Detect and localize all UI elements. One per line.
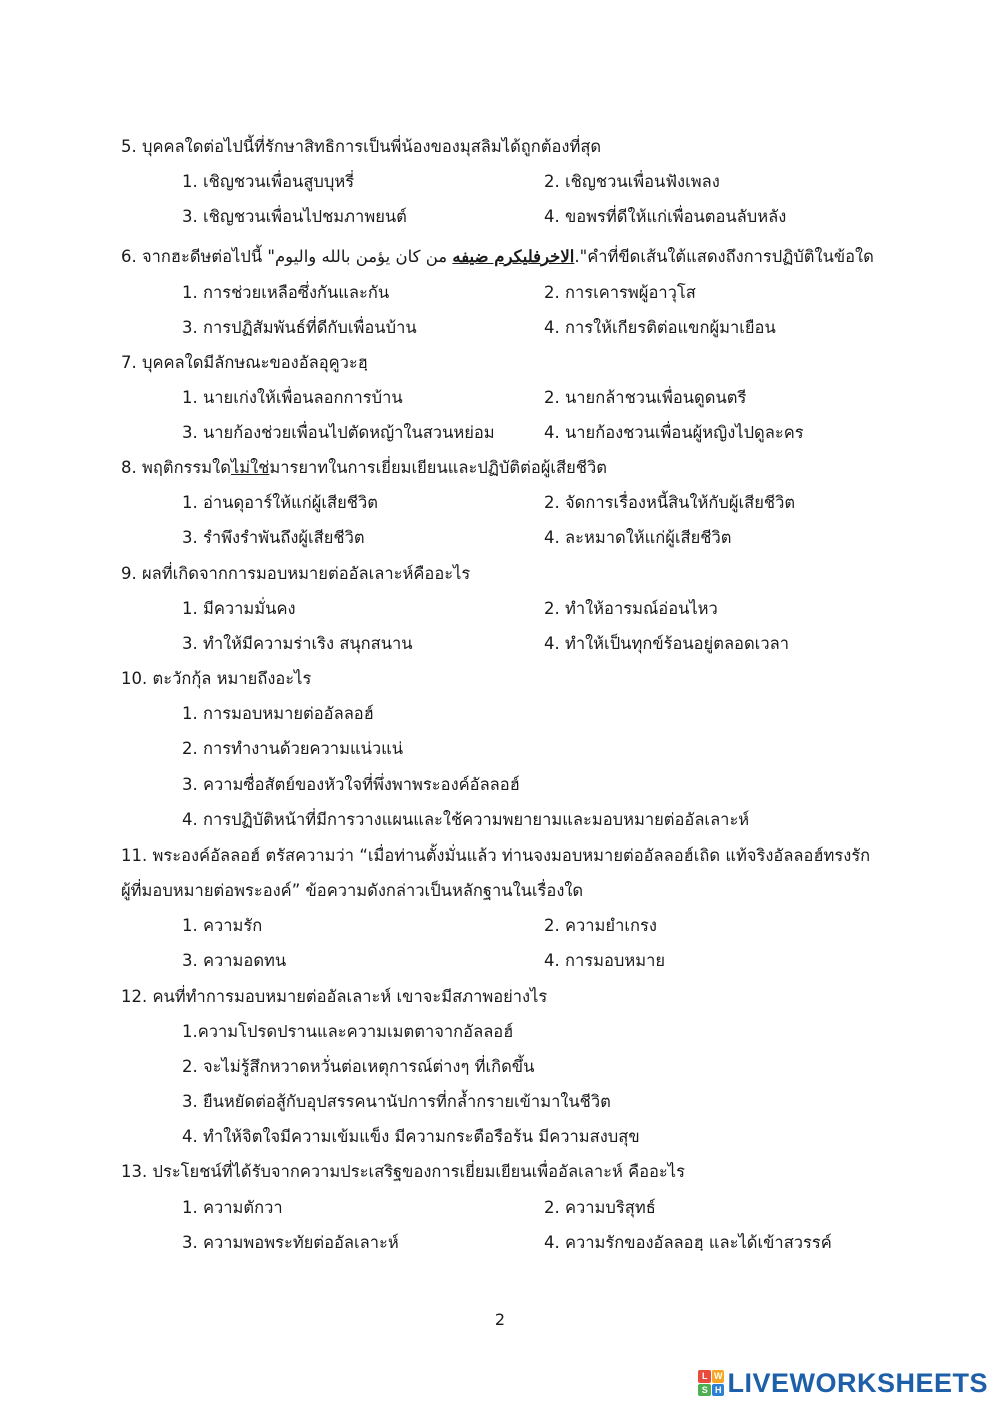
q6-option-4[interactable]: 4. การให้เกียรติต่อแขกผู้มาเยือน (544, 318, 776, 337)
q10-option-4[interactable]: 4. การปฏิบัติหน้าที่มีการวางแผนและใช้ความพยายามและมอบหมายต่ออัลเลาะห์ (182, 810, 750, 829)
question-6 (121, 245, 874, 269)
question-8 (121, 456, 607, 480)
q5-option-4[interactable]: 4. ขอพรที่ดีให้แก่เพื่อนตอนลับหลัง (544, 207, 787, 226)
q11-option-1[interactable]: 1. ความรัก (182, 916, 263, 935)
q5-option-1[interactable]: 1. เชิญชวนเพื่อนสูบบุหรี่ (182, 172, 355, 191)
q9-option-1[interactable]: 1. มีความมั่นคง (182, 599, 296, 618)
q12-option-2[interactable]: 2. จะไม่รู้สึกหวาดหวั่นต่อเหตุการณ์ต่างๆ ที่เกิดขึ้น (182, 1057, 535, 1076)
q10-option-3[interactable]: 3. ความซื่อสัตย์ของหัวใจที่พึ่งพาพระองค์อัลลอฮ์ (182, 775, 520, 794)
q9-option-4[interactable]: 4. ทำให้เป็นทุกข์ร้อนอยู่ตลอดเวลา (544, 634, 789, 653)
logo-letter-l: L (698, 1370, 711, 1383)
q12-option-4[interactable]: 4. ทำให้จิตใจมีความเข้มแข็ง มีความกระตือรือร้น มีความสงบสุข (182, 1127, 640, 1146)
q7-option-4[interactable]: 4. นายก้องชวนเพื่อนผู้หญิงไปดูละคร (544, 423, 804, 442)
logo-letter-s: S (698, 1384, 711, 1397)
q7-option-3[interactable]: 3. นายก้องช่วยเพื่อนไปตัดหญ้าในสวนหย่อม (182, 423, 495, 442)
q7-option-1[interactable]: 1. นายเก่งให้เพื่อนลอกการบ้าน (182, 388, 403, 407)
liveworksheets-brand[interactable] (698, 1368, 988, 1398)
brand-text: LIVEWORKSHEETS (727, 1367, 988, 1398)
q8-option-3[interactable]: 3. รำพึงรำพันถึงผู้เสียชีวิต (182, 528, 365, 547)
q10-option-2[interactable]: 2. การทำงานด้วยความแน่วแน่ (182, 739, 404, 758)
q8-option-2[interactable]: 2. จัดการเรื่องหนี้สินให้กับผู้เสียชีวิต (544, 493, 796, 512)
question-11-line-2: ผู้ที่มอบหมายต่อพระองค์” ข้อความดังกล่าวเป็นหลักฐานในเรื่องใด (121, 881, 584, 900)
question-9: 9. ผลที่เกิดจากการมอบหมายต่ออัลเลาะห์คืออะไร (121, 564, 471, 583)
q8-text-underline: ไม่ใช่ (230, 458, 270, 477)
q9-option-3[interactable]: 3. ทำให้มีความร่าเริง สนุกสนาน (182, 634, 413, 653)
q8-text-prefix: 8. พฤติกรรมใด (121, 458, 231, 477)
q13-option-3[interactable]: 3. ความพอพระทัยต่ออัลเลาะห์ (182, 1233, 399, 1252)
q6-option-2[interactable]: 2. การเคารพผู้อาวุโส (544, 283, 696, 302)
question-5: 5. บุคคลใดต่อไปนี้ที่รักษาสิทธิการเป็นพี่น้องของมุสลิมได้ถูกต้องที่สุด (121, 137, 602, 156)
q12-option-1[interactable]: 1.ความโปรดปรานและความเมตตาจากอัลลอฮ์ (182, 1022, 514, 1041)
q6-text-suffix: ."คำที่ขีดเส้นใต้แสดงถึงการปฏิบัติในข้อใด (574, 247, 874, 266)
q13-option-2[interactable]: 2. ความบริสุทธ์ (544, 1198, 656, 1217)
q6-option-1[interactable]: 1. การช่วยเหลือซึ่งกันและกัน (182, 283, 390, 302)
q6-hadith-arabic-underlined: الاخرفليكرم ضيفه (452, 247, 575, 266)
q13-option-4[interactable]: 4. ความรักของอัลลอฮฺ และได้เข้าสวรรค์ (544, 1233, 832, 1252)
logo-letter-w: W (713, 1371, 723, 1381)
page-number: 2 (494, 1310, 506, 1329)
q8-text-suffix: มารยาทในการเยี่ยมเยียนและปฏิบัติต่อผู้เสียชีวิต (269, 458, 607, 477)
q12-option-3[interactable]: 3. ยืนหยัดต่อสู้กับอุปสรรคนานัปการที่กล้ำกรายเข้ามาในชีวิต (182, 1092, 611, 1111)
logo-letter-h: H (712, 1384, 725, 1397)
q13-option-1[interactable]: 1. ความตักวา (182, 1198, 283, 1217)
question-11: 11. พระองค์อัลลอฮ์ ตรัสความว่า “เมื่อท่านตั้งมั่นแล้ว ท่านจงมอบหมายต่ออัลลอฮ์เถิด แท้จริงอัลลอฮ์ทรงรัก (121, 846, 871, 865)
q6-text-prefix: 6. จากฮะดีษต่อไปนี้ " (121, 247, 275, 266)
q6-option-3[interactable]: 3. การปฏิสัมพันธ์ที่ดีกับเพื่อนบ้าน (182, 318, 417, 337)
q11-option-4[interactable]: 4. การมอบหมาย (544, 951, 666, 970)
q11-option-2[interactable]: 2. ความยำเกรง (544, 916, 657, 935)
q5-option-2[interactable]: 2. เชิญชวนเพื่อนฟังเพลง (544, 172, 720, 191)
question-7: 7. บุคคลใดมีลักษณะของอัลอุคูวะฮฺ (121, 353, 368, 372)
question-13: 13. ประโยชน์ที่ได้รับจากความประเสริฐของการเยี่ยมเยียนเพื่ออัลเลาะห์ คืออะไร (121, 1162, 685, 1181)
q7-option-2[interactable]: 2. นายกล้าชวนเพื่อนดูดนตรี (544, 388, 747, 407)
q6-hadith-arabic: من كان يؤمن بالله واليوم (274, 247, 448, 266)
q5-option-3[interactable]: 3. เชิญชวนเพื่อนไปชมภาพยนต์ (182, 207, 407, 226)
q9-option-2[interactable]: 2. ทำให้อารมณ์อ่อนไหว (544, 599, 718, 618)
liveworksheets-logo-icon (698, 1370, 724, 1396)
q11-option-3[interactable]: 3. ความอดทน (182, 951, 287, 970)
q8-option-4[interactable]: 4. ละหมาดให้แก่ผู้เสียชีวิต (544, 528, 732, 547)
q10-option-1[interactable]: 1. การมอบหมายต่ออัลลอฮ์ (182, 704, 374, 723)
question-12: 12. คนที่ทำการมอบหมายต่ออัลเลาะห์ เขาจะมีสภาพอย่างไร (121, 987, 548, 1006)
question-10: 10. ตะวักกุ้ล หมายถึงอะไร (121, 669, 312, 688)
q8-option-1[interactable]: 1. อ่านดุอาร์ให้แก่ผู้เสียชีวิต (182, 493, 378, 512)
